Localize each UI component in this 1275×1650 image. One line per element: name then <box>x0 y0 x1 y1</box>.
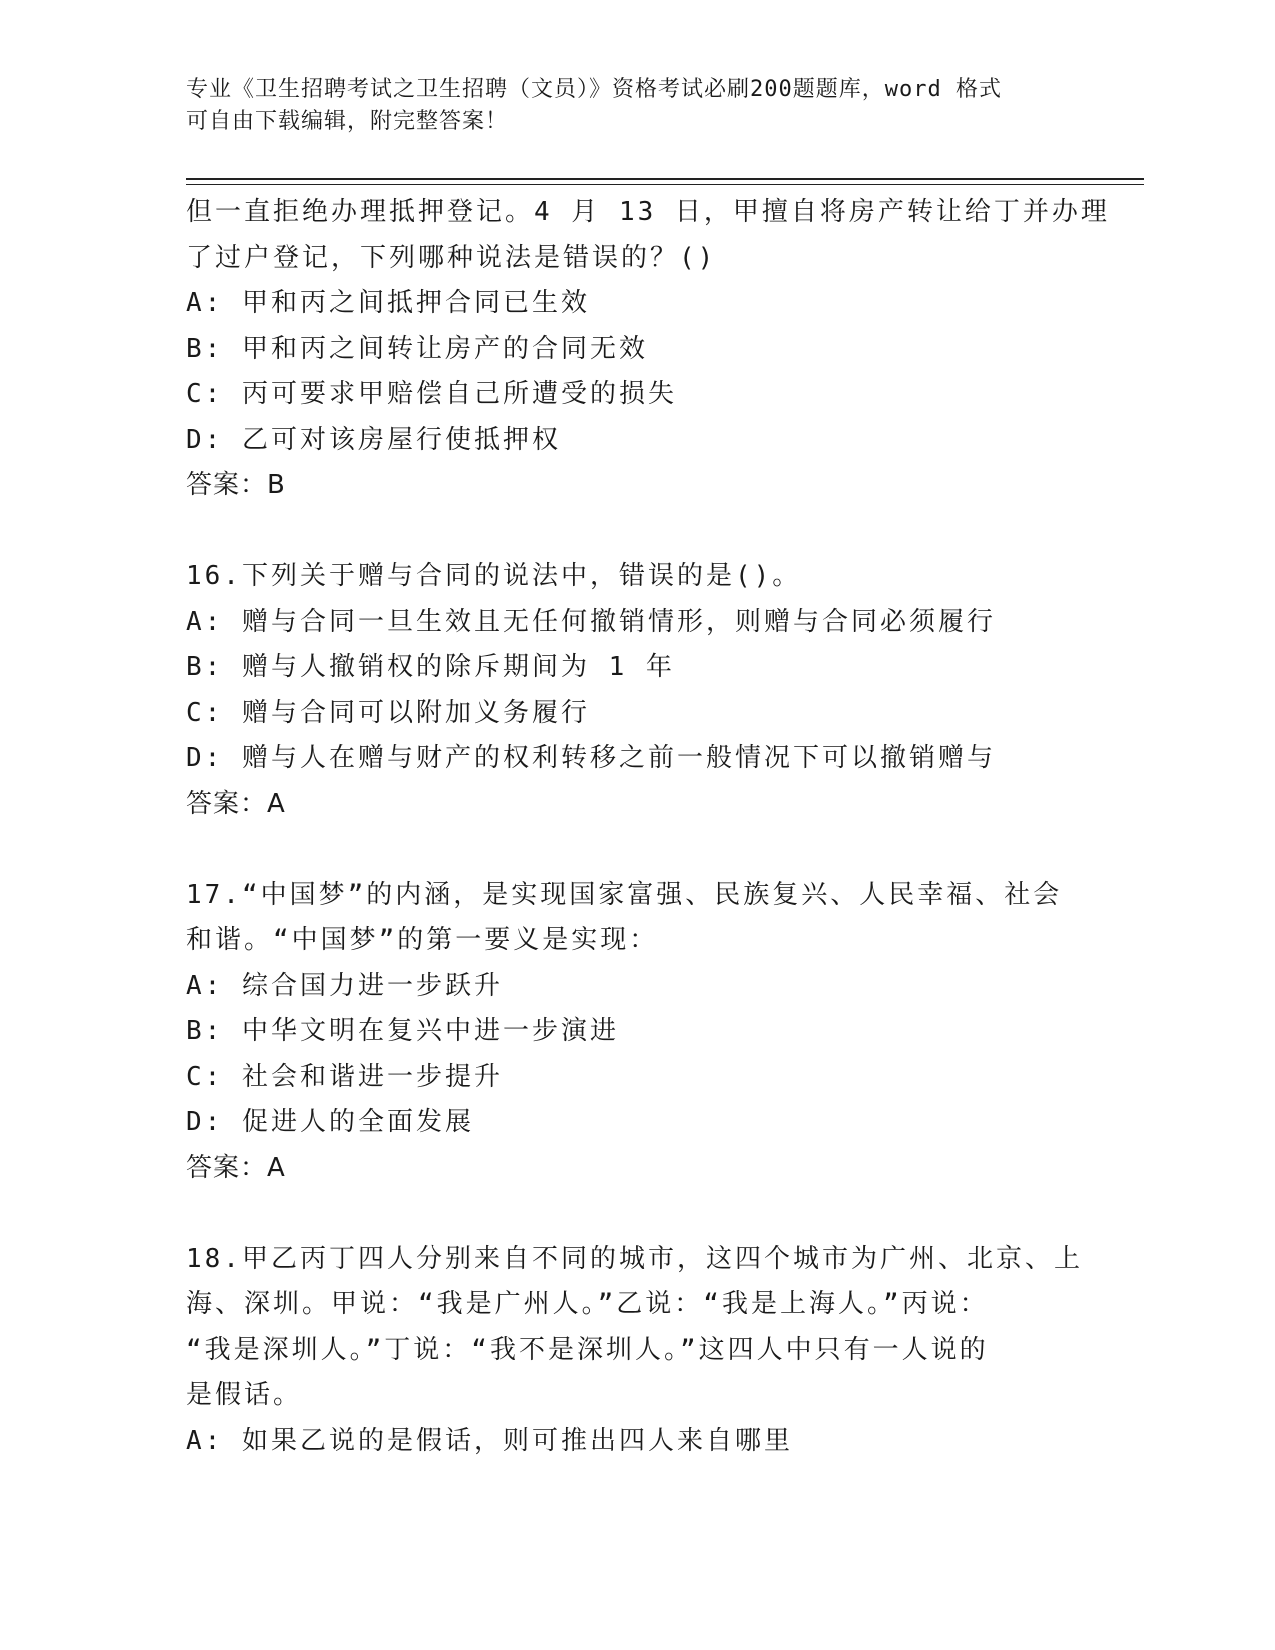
answer-line: 答案：A <box>186 788 286 819</box>
option-b: B: 赠与人撤销权的除斥期间为 1 年 <box>186 652 675 682</box>
question-stem-line: “我是深圳人。”丁说：“我不是深圳人。”这四人中只有一人说的 <box>186 1334 989 1365</box>
option-d: D: 乙可对该房屋行使抵押权 <box>186 424 561 455</box>
option-c: C: 丙可要求甲赔偿自己所遭受的损失 <box>186 379 677 409</box>
header-divider-thick <box>186 178 1144 180</box>
question-stem-line: 和谐。“中国梦”的第一要义是实现： <box>186 925 659 955</box>
question-spacer <box>186 827 1086 873</box>
option-a: A: 如果乙说的是假话，则可推出四人来自哪里 <box>186 1425 793 1456</box>
header-title-line-2: 可自由下载编辑，附完整答案！ <box>186 109 509 134</box>
option-c: C: 赠与合同可以附加义务履行 <box>186 697 590 728</box>
option-a: A: 甲和丙之间抵押合同已生效 <box>186 288 590 318</box>
option-b: B: 甲和丙之间转让房产的合同无效 <box>186 333 648 364</box>
question-stem-line: 16.下列关于赠与合同的说法中，错误的是()。 <box>186 561 802 591</box>
option-a: A: 赠与合同一旦生效且无任何撤销情形，则赠与合同必须履行 <box>186 606 996 637</box>
question-stem-line: 了过户登记，下列哪种说法是错误的？() <box>186 242 717 273</box>
option-a: A: 综合国力进一步跃升 <box>186 970 503 1001</box>
question-content <box>186 190 1110 1464</box>
question-stem-line: 17.“中国梦”的内涵，是实现国家富强、民族复兴、人民幸福、社会 <box>186 879 1063 910</box>
question-spacer <box>186 509 1086 555</box>
question-16 <box>186 554 1086 827</box>
question-stem-line: 但一直拒绝办理抵押登记。4 月 13 日，甲擅自将房产转让给丁并办理 <box>186 197 1110 227</box>
question-stem-line: 18.甲乙丙丁四人分别来自不同的城市，这四个城市为广州、北京、上 <box>186 1243 1083 1274</box>
document-header <box>186 74 1066 138</box>
header-divider-thin <box>186 184 1144 185</box>
answer-line: 答案：A <box>186 1152 286 1183</box>
question-17 <box>186 873 1086 1192</box>
question-18 <box>186 1237 1086 1465</box>
question-stem-line: 是假话。 <box>186 1380 303 1410</box>
option-c: C: 社会和谐进一步提升 <box>186 1061 503 1092</box>
question-stem-line: 海、深圳。甲说：“我是广州人。”乙说：“我是上海人。”丙说： <box>186 1289 989 1319</box>
header-title-line-1: 专业《卫生招聘考试之卫生招聘（文员）》资格考试必刷200题题库，word 格式 <box>186 77 1002 102</box>
option-b: B: 中华文明在复兴中进一步演进 <box>186 1016 619 1046</box>
option-d: D: 赠与人在赠与财产的权利转移之前一般情况下可以撤销赠与 <box>186 743 996 773</box>
answer-line: 答案：B <box>186 470 286 500</box>
question-spacer <box>186 1191 1086 1237</box>
option-d: D: 促进人的全面发展 <box>186 1107 474 1137</box>
question-15 <box>186 190 1110 509</box>
